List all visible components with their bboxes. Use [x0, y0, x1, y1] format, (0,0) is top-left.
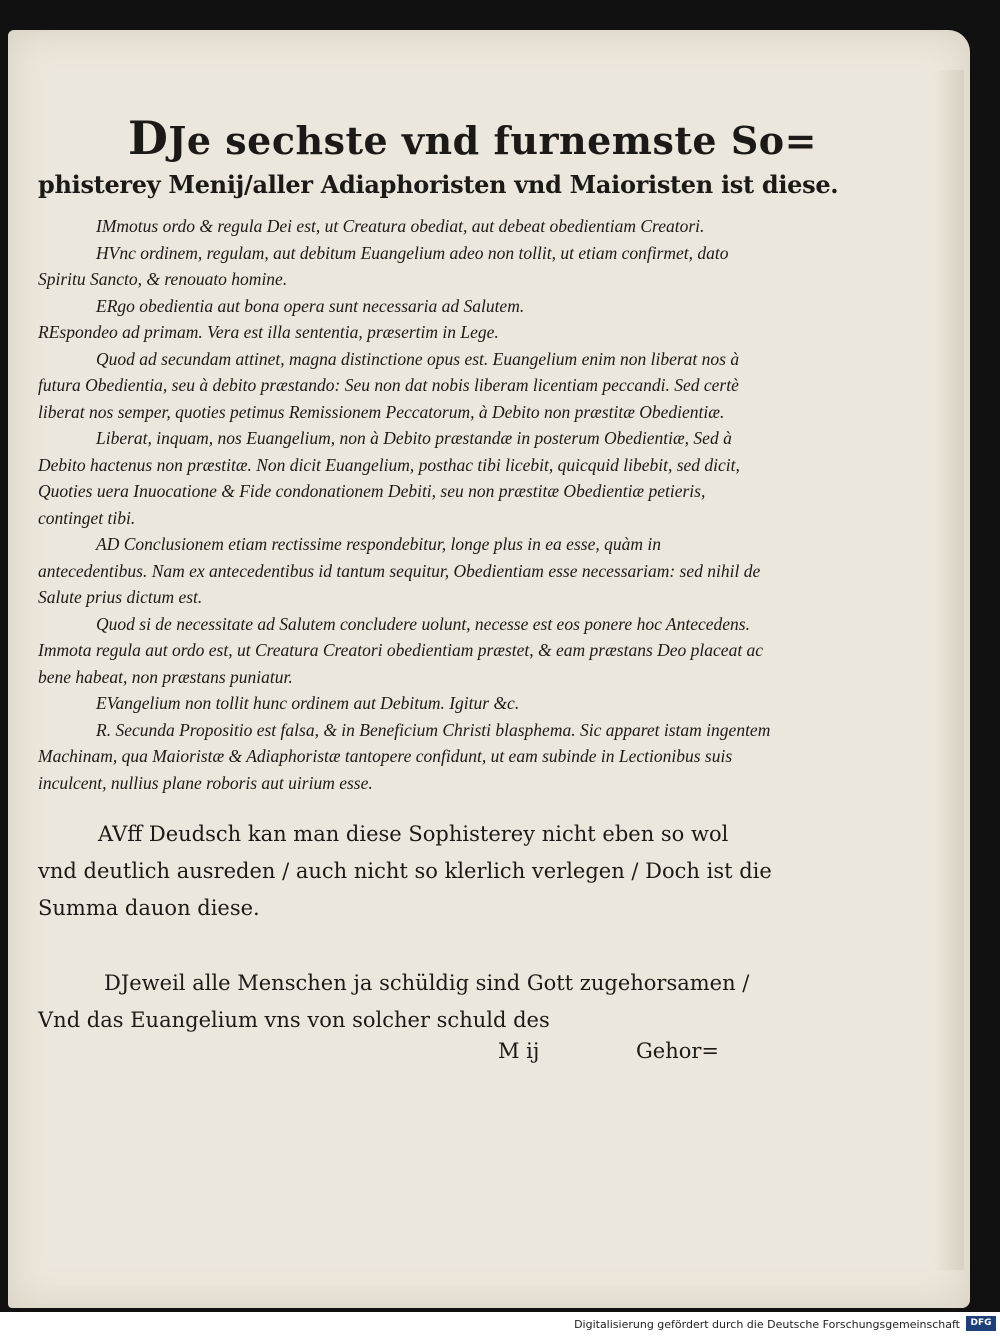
- book-page: [8, 30, 970, 1308]
- latin-paragraph: EVangelium non tollit hunc ordinem aut Debitum. Igitur &c.: [96, 693, 520, 713]
- page-content: [38, 111, 839, 1071]
- german-paragraph-1: [38, 816, 773, 927]
- catchword: Gehor=: [636, 1039, 720, 1063]
- latin-paragraph: REspondeo ad primam. Vera est illa sententia, præsertim in Lege.: [38, 322, 499, 342]
- latin-paragraph: Quod ad secundam attinet, magna distinctione opus est. Euangelium enim non liberat nos à futura Obedientia, seu à debito præstando: Seu non dat nobis liberam licentiam peccandi. Sed certè liberat nos semper, quoties petimus Remissionem Peccatorum, à Debito non præstitæ Obedientiæ.: [38, 348, 740, 422]
- section-heading: [38, 111, 839, 213]
- german-paragraph-1-text: AVff Deudsch kan man diese Sophisterey nicht eben so wol vnd deutlich ausreden / auch nicht so klerlich verlegen / Doch ist die Summa dauon diese.: [38, 822, 772, 920]
- digitization-footer: [0, 1312, 1000, 1336]
- latin-paragraph: Quod si de necessitate ad Salutem concludere uolunt, necesse est eos ponere hoc Antecedens. Immota regula aut ordo est, ut Creatura Creatori obedientiam præstet, & eam præstans Deo placeat ac bene habeat, non præstans puniatur.: [38, 613, 764, 687]
- heading-line-2: phisterey Menij/aller Adiaphoristen vnd Maioristen ist diese.: [38, 170, 839, 199]
- page-edge-shadow: [934, 70, 964, 1270]
- german-paragraph-2-text: DJeweil alle Menschen ja schüldig sind Gott zugehorsamen / Vnd das Euangelium vns von solcher schuld des: [38, 971, 750, 1032]
- dfg-logo: DFG: [966, 1316, 996, 1331]
- heading-line-1-text: Je sechste vnd furnemste So=: [168, 118, 817, 163]
- latin-paragraph: R. Secunda Propositio est falsa, & in Beneficium Christi blasphema. Sic apparet istam ingentem Machinam, qua Maioristæ & Adiaphoristæ tantopere confidunt, ut eam subinde in Lectionibus suis inculcent, nullius plane roboris aut uirium esse.: [38, 719, 771, 793]
- latin-paragraph: Liberat, inquam, nos Euangelium, non à Debito præstandæ in posterum Obedientiæ, Sed à Debito hactenus non præstitæ. Non dicit Euangelium, posthac tibi licebit, quicquid libebit, sed dicit, Quoties uera Inuocatione & Fide condonationem Debiti, seu non præstitæ Obedientiæ petieris, continget tibi.: [38, 428, 740, 528]
- heading-initial: D: [128, 111, 169, 165]
- latin-paragraph: HVnc ordinem, regulam, aut debitum Euangelium adeo non tollit, ut etiam confirmet, dato Spiritu Sancto, & renouato homine.: [38, 242, 729, 289]
- heading-line-1: [38, 111, 817, 173]
- signature-mark: M ij: [498, 1039, 540, 1063]
- latin-text-block: [38, 213, 773, 796]
- latin-paragraph: ERgo obedientia aut bona opera sunt necessaria ad Salutem.: [96, 295, 525, 316]
- page-footer-line: [38, 1039, 773, 1071]
- latin-paragraph: AD Conclusionem etiam rectissime respondebitur, longe plus in ea esse, quàm in antecedentibus. Nam ex antecedentibus id tantum sequitur, Obedientiam esse necessariam: sed nihil de Salute prius dictum est.: [38, 534, 761, 607]
- latin-paragraph: IMmotus ordo & regula Dei est, ut Creatura obediat, aut debeat obedientiam Creatori.: [96, 216, 705, 236]
- footer-credit-text: Digitalisierung gefördert durch die Deutsche Forschungsgemeinschaft: [574, 1318, 960, 1331]
- german-paragraph-2: [38, 965, 773, 1039]
